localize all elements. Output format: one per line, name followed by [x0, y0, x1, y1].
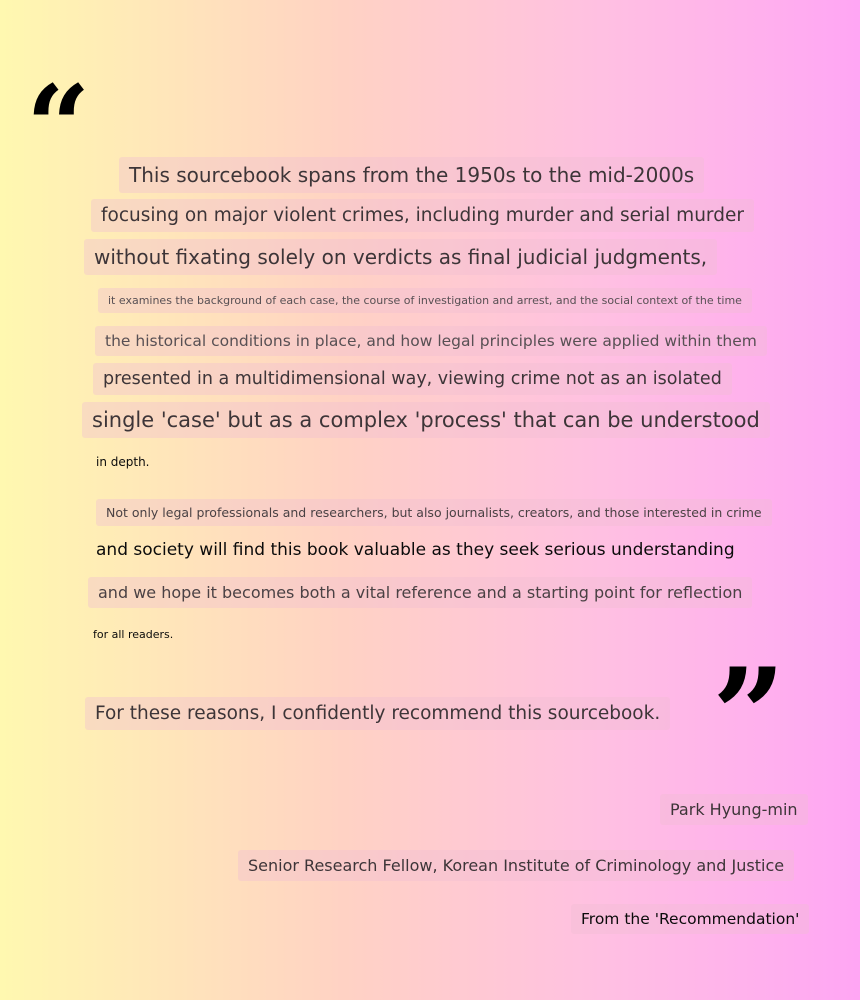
- source-citation: From the 'Recommendation': [571, 904, 809, 934]
- quote-line-9: Not only legal professionals and researchers, but also journalists, creators, and those interested in crime: [96, 499, 772, 526]
- quote-line-2: focusing on major violent crimes, including murder and serial murder: [91, 199, 754, 232]
- quote-line-6: presented in a multidimensional way, viewing crime not as an isolated: [93, 363, 732, 395]
- quote-line-3: without fixating solely on verdicts as final judicial judgments,: [84, 239, 717, 275]
- close-quote-icon: ”: [712, 641, 786, 791]
- quote-line-5: the historical conditions in place, and how legal principles were applied within them: [95, 326, 767, 356]
- quote-line-8: in depth.: [96, 455, 150, 469]
- quote-line-7: single 'case' but as a complex 'process' that can be understood: [82, 402, 770, 438]
- quote-line-13: For these reasons, I confidently recommend this sourcebook.: [85, 697, 670, 730]
- quote-line-12: for all readers.: [93, 628, 174, 641]
- quote-line-4: it examines the background of each case, the course of investigation and arrest, and the social context of the time: [98, 288, 752, 313]
- author-name: Park Hyung-min: [660, 794, 808, 825]
- open-quote-icon: “: [26, 62, 91, 193]
- quote-line-10: and society will find this book valuable as they seek serious understanding: [96, 540, 735, 560]
- author-title: Senior Research Fellow, Korean Institute of Criminology and Justice: [238, 850, 794, 881]
- quote-line-11: and we hope it becomes both a vital reference and a starting point for reflection: [88, 577, 752, 608]
- quote-line-1: This sourcebook spans from the 1950s to the mid-2000s: [119, 157, 704, 193]
